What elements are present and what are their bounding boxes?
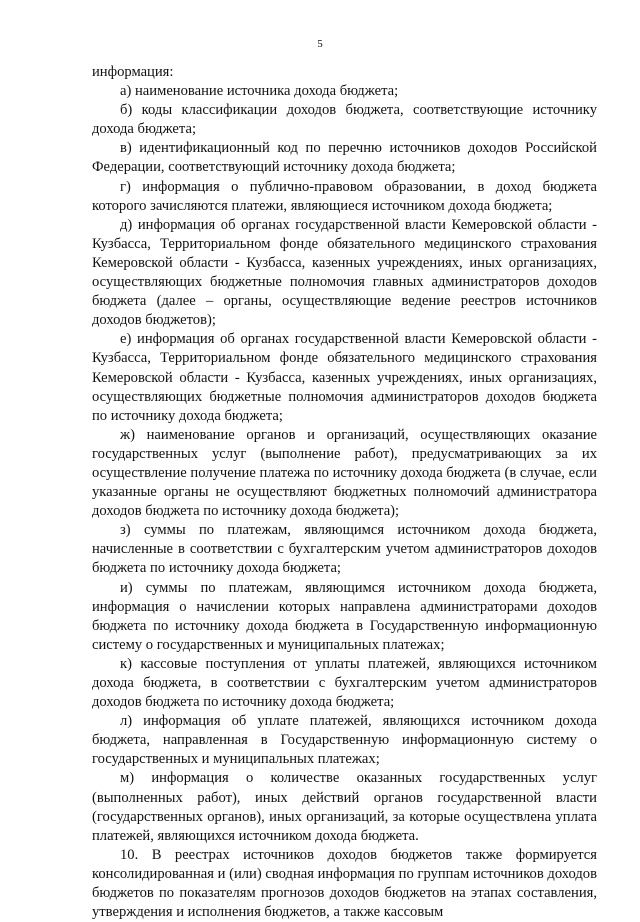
list-item-k: к) кассовые поступления от уплаты платежей, являющихся источником дохода бюджета, в соответствии с бухгалтерским учетом администраторов доходов бюджета по источнику дохода бюджета;: [92, 655, 597, 711]
list-item-d: д) информация об органах государственной власти Кемеровской области - Кузбасса, Территориальном фонде обязательного медицинского страхования Кемеровской области - Кузбасса, казенных учреждениях, иных организациях, осуществляющих бюджетные полномочия главных администраторов доходов бюджета (далее – органы, осуществляющие ведение реестров источников доходов бюджетов);: [92, 216, 597, 329]
list-item-zh: ж) наименование органов и организаций, осуществляющих оказание государственных услуг (выполнение работ), предусматривающих за их осуществление получение платежа по источнику дохода бюджета (в случае, если указанные органы не осуществляют бюджетных полномочий администратора доходов бюджета по источнику дохода бюджета);: [92, 426, 597, 520]
list-item-e: е) информация об органах государственной власти Кемеровской области - Кузбасса, Территориальном фонде обязательного медицинского страхования Кемеровской области - Кузбасса, казенных учреждениях, иных организациях, осуществляющих бюджетные полномочия администраторов доходов бюджета по источнику дохода бюджета;: [92, 331, 597, 424]
list-item-b: б) коды классификации доходов бюджета, соответствующие источнику дохода бюджета;: [92, 102, 597, 138]
list-item-a: а) наименование источника дохода бюджета;: [120, 83, 399, 100]
list-item-g: г) информация о публично-правовом образовании, в доход бюджета которого зачисляются платежи, являющиеся источником дохода бюджета;: [92, 178, 597, 214]
paragraph-10: 10. В реестрах источников доходов бюджетов также формируется консолидированная и (или) сводная информация по группам источников доходов бюджетов по показателям прогнозов доходов бюджетов на этапах составления, утверждения и исполнения бюджетов, а также кассовым: [92, 846, 597, 921]
list-item-i: и) суммы по платежам, являющимся источником дохода бюджета, информация о начислении которых направлена администраторами доходов бюджета по источнику дохода бюджета в Государственную информационную систему о государственных и муниципальных платежах;: [92, 579, 597, 653]
document-body: [92, 63, 597, 922]
list-item-m: м) информация о количестве оказанных государственных услуг (выполненных работ), иных действий органов государственной власти (государственных органов), иных организаций, за которые осуществлена уплата платежей, являющихся источником дохода бюджета.: [92, 770, 597, 844]
page-number: 5: [317, 38, 323, 50]
list-item-l: л) информация об уплате платежей, являющихся источником дохода бюджета, направленная в Государственную информационную систему о государственных и муниципальных платежах;: [92, 713, 597, 768]
list-item-v: в) идентификационный код по перечню источников доходов Российской Федерации, соответствующий источнику дохода бюджета;: [92, 140, 597, 176]
paragraph-intro: информация:: [92, 64, 174, 80]
list-item-z: з) суммы по платежам, являющимся источником дохода бюджета, начисленные в соответствии с бухгалтерским учетом администраторов доходов бюджета по источнику дохода бюджета;: [92, 522, 597, 577]
